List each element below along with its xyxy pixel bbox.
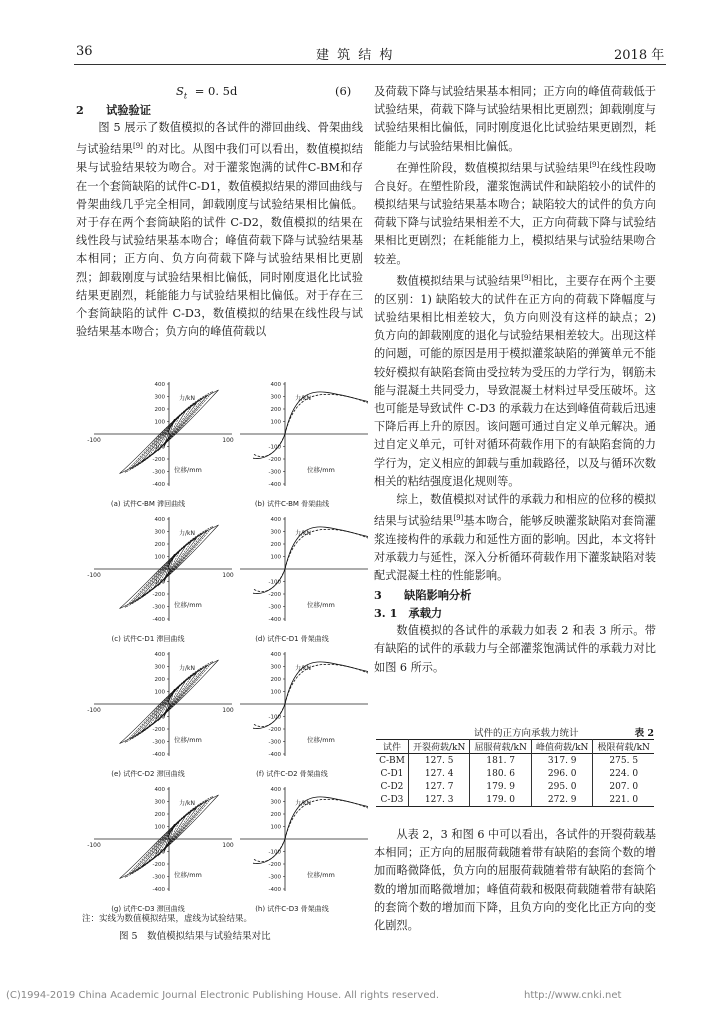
y-tick-label: 400 <box>154 652 165 658</box>
panel-caption: (g) 试件C-D3 滞回曲线 <box>111 905 185 913</box>
y-tick-label: -200 <box>152 457 165 463</box>
x-tick-label: -100 <box>87 842 101 849</box>
table-row <box>376 793 654 807</box>
panel-caption: (b) 试件C-BM 骨架曲线 <box>254 500 330 508</box>
y-axis-label: 力/kN <box>295 530 311 537</box>
y-tick-label: -400 <box>268 617 281 623</box>
equation-number: (6) <box>335 84 352 98</box>
x-tick-label: 100 <box>222 707 234 714</box>
y-tick-label: 300 <box>270 394 281 401</box>
x-axis-label: 位移/mm <box>307 601 335 609</box>
x-tick-label: 100 <box>222 842 234 849</box>
y-tick-label: -200 <box>268 862 281 868</box>
y-tick-label: 200 <box>154 677 165 683</box>
table-cell: 180. 6 <box>470 767 532 780</box>
y-tick-label: 400 <box>154 787 165 793</box>
table-cell: 181. 7 <box>470 754 532 768</box>
panel-caption: (h) 试件C-D3 骨架曲线 <box>255 905 329 913</box>
table-2 <box>376 725 654 807</box>
right-paragraph-3: 数值模拟结果与试验结果[9]相比，主要存在两个主要的区别：1) 缺陷较大的试件在正方向的荷载下降幅度与试验结果相比相差较大，负方向则没有这样的缺点；2) 负方向的卸载刚度的退化与试验结果相差较大。出现这样的问题，可能的原因是用于模拟灌浆缺陷的弹簧单元不能较好模拟有缺陷套筒由受拉转为受压的力学行为，钢筋未能与混凝土共同受力，导致混凝土材料过早受压破坏。这也可能是导致试件 C-D3 的承载力在达到峰值荷载后迅速下降后再上升的原因。该问题可通过自定义单元解决。通过自定义单元，可针对循环荷载作用下的有缺陷套筒的力学行为，定义相应的卸载与重加载路径，以及与循环次数相关的粘结强度退化规则等。 <box>374 273 656 488</box>
table-header: 试件 <box>382 743 401 753</box>
table-cell: 127. 7 <box>408 780 470 793</box>
y-tick-label: 400 <box>154 382 165 388</box>
table-cell: 296. 0 <box>531 767 593 780</box>
page-number: 36 <box>76 44 93 59</box>
right-text-column <box>374 83 656 677</box>
y-tick-label: 100 <box>154 419 165 426</box>
y-tick-label: -400 <box>152 752 165 758</box>
y-tick-label: -200 <box>268 592 281 598</box>
y-tick-label: 300 <box>270 799 281 806</box>
y-tick-label: -300 <box>152 604 165 611</box>
y-tick-label: -200 <box>152 592 165 598</box>
y-tick-label: 200 <box>270 542 281 548</box>
header-rule <box>74 64 666 65</box>
y-tick-label: 400 <box>154 517 165 523</box>
right-text-column-2 <box>374 826 656 935</box>
section-3-title: 3 缺陷影响分析 <box>374 587 472 602</box>
y-tick-label: -200 <box>152 862 165 868</box>
y-tick-label: 300 <box>154 799 165 806</box>
y-tick-label: -400 <box>268 752 281 758</box>
y-tick-label: 200 <box>270 812 281 818</box>
figure-5 <box>78 378 368 918</box>
x-tick-label: -100 <box>87 437 101 444</box>
y-tick-label: -100 <box>152 579 165 586</box>
table-cell: C-D2 <box>380 781 404 792</box>
right-paragraph-5: 数值模拟的各试件的承载力如表 2 和表 3 所示。带有缺陷的试件的承载力与全部灌浆饱满试件的承载力对比如图 6 所示。 <box>374 624 656 674</box>
y-tick-label: -300 <box>268 739 281 746</box>
x-axis-label: 位移/mm <box>307 871 335 879</box>
panel-caption: (a) 试件C-BM 滞回曲线 <box>110 500 186 508</box>
y-tick-label: 100 <box>154 824 165 831</box>
y-tick-label: 300 <box>154 664 165 671</box>
y-tick-label: -300 <box>152 469 165 476</box>
y-tick-label: -300 <box>268 604 281 611</box>
y-tick-label: 100 <box>270 824 281 831</box>
y-axis-label: 力/kN <box>179 665 195 672</box>
y-tick-label: 300 <box>154 394 165 401</box>
table-cell: 179. 0 <box>470 793 532 807</box>
table-cell: 295. 0 <box>531 780 593 793</box>
y-tick-label: -200 <box>268 457 281 463</box>
left-text-column <box>76 101 363 341</box>
y-tick-label: -300 <box>152 874 165 881</box>
y-tick-label: 400 <box>270 787 281 793</box>
table-header-row <box>376 740 654 754</box>
table-cell: C-D3 <box>380 794 404 805</box>
y-tick-label: -300 <box>268 874 281 881</box>
y-tick-label: -100 <box>152 444 165 451</box>
y-tick-label: 100 <box>154 689 165 696</box>
table-cell: 127. 5 <box>408 754 470 768</box>
y-tick-label: -100 <box>268 714 281 721</box>
x-tick-label: -100 <box>87 572 101 579</box>
equation-6: $S_t = 0$. 5d <box>176 84 238 101</box>
figure-caption: 图 5 数值模拟结果与试验结果对比 <box>119 931 271 942</box>
copyright-notice: (C)1994-2019 China Academic Journal Electronic Publishing House. All rights reserved. <box>6 990 439 1001</box>
table-header: 峰值荷载/kN <box>531 740 593 754</box>
source-url: http://www.cnki.net <box>524 990 622 1001</box>
table-cell: 207. 0 <box>593 780 654 793</box>
table-header: 极限荷载/kN <box>593 740 654 754</box>
table-cell: 272. 9 <box>531 793 593 807</box>
panel-caption: (e) 试件C-D2 滞回曲线 <box>111 770 185 778</box>
x-axis-label: 位移/mm <box>174 601 202 609</box>
panel-caption: (d) 试件C-D1 骨架曲线 <box>255 635 329 643</box>
table-cell: 127. 3 <box>408 793 470 807</box>
x-axis-label: 位移/mm <box>307 736 335 744</box>
panel-caption: (c) 试件C-D1 滞回曲线 <box>111 635 185 643</box>
y-tick-label: -200 <box>152 727 165 733</box>
table-cell: C-D1 <box>380 768 404 779</box>
panel-caption: (f) 试件C-D2 骨架曲线 <box>256 770 328 778</box>
right-paragraph-6: 从表 2，3 和图 6 中可以看出，各试件的开裂荷载基本相同；正方向的屈服荷载随着带有缺陷的套筒个数的增加而略微降低，负方向的屈服荷载随着带有缺陷的套筒个数的增加而略微增加；峰值荷载和极限荷载随着带有缺陷的套筒个数的增加而下降，且负方向的变化比正方向的变化剧烈。 <box>374 828 656 933</box>
table-cell: 224. 0 <box>593 767 654 780</box>
y-tick-label: -400 <box>268 482 281 488</box>
y-tick-label: -100 <box>268 579 281 586</box>
y-tick-label: 100 <box>270 554 281 561</box>
y-axis-label: 力/kN <box>295 395 311 402</box>
figure-5-plots <box>78 378 368 918</box>
y-tick-label: 200 <box>270 677 281 683</box>
right-paragraph-2: 在弹性阶段，数值模拟结果与试验结果[9]在线性段吻合良好。在塑性阶段，灌浆饱满试件和缺陷较小的试件的模拟结果与试验结果基本吻合；缺陷较大的试件的负方向荷载下降与试验结果相差不大，正方向荷载下降与试验结果相比更剧烈；在耗能能力上，模拟结果与试验结果吻合较差。 <box>374 160 656 266</box>
y-tick-label: -400 <box>152 482 165 488</box>
x-tick-label: 100 <box>222 437 234 444</box>
y-axis-label: 力/kN <box>179 530 195 537</box>
y-tick-label: 400 <box>270 382 281 388</box>
y-tick-label: -100 <box>152 849 165 856</box>
y-tick-label: 300 <box>154 529 165 536</box>
y-tick-label: -100 <box>268 849 281 856</box>
table-2-grid <box>376 739 654 807</box>
table-cell: 179. 9 <box>470 780 532 793</box>
table-cell: 127. 4 <box>408 767 470 780</box>
y-axis-label: 力/kN <box>295 665 311 672</box>
y-tick-label: 100 <box>270 419 281 426</box>
x-tick-label: -100 <box>87 707 101 714</box>
y-tick-label: -300 <box>152 739 165 746</box>
y-axis-label: 力/kN <box>179 800 195 807</box>
table-cell: C-BM <box>379 755 405 766</box>
table-row <box>376 767 654 780</box>
y-tick-label: 100 <box>270 689 281 696</box>
table-title: 试件的正方向承载力统计 <box>474 728 579 739</box>
y-tick-label: -400 <box>152 887 165 893</box>
y-tick-label: 100 <box>154 554 165 561</box>
y-axis-label: 力/kN <box>295 800 311 807</box>
table-cell: 275. 5 <box>593 754 654 768</box>
table-row <box>376 780 654 793</box>
y-tick-label: 300 <box>270 664 281 671</box>
y-tick-label: -100 <box>268 444 281 451</box>
y-tick-label: -400 <box>268 887 281 893</box>
y-tick-label: -400 <box>152 617 165 623</box>
x-tick-label: 100 <box>222 572 234 579</box>
y-tick-label: 300 <box>270 529 281 536</box>
x-axis-label: 位移/mm <box>307 466 335 474</box>
journal-year: 2018 年 <box>614 48 665 63</box>
table-label: 表 2 <box>634 728 654 739</box>
journal-name: 建 筑 结 构 <box>316 48 395 63</box>
x-axis-label: 位移/mm <box>174 466 202 474</box>
right-paragraph-4: 综上，数值模拟对试件的承载力和相应的位移的模拟结果与试验结果[9]基本吻合，能够反映灌浆缺陷对套筒灌浆连接构件的承载力和延性方面的影响。因此，本文将针对承载力与延性，深入分析循环荷载作用下灌浆缺陷对装配式混凝土柱的性能影响。 <box>374 492 656 583</box>
y-tick-label: 400 <box>270 652 281 658</box>
y-axis-label: 力/kN <box>179 395 195 402</box>
section-3-1-title: 3. 1 承载力 <box>374 605 443 620</box>
table-cell: 221. 0 <box>593 793 654 807</box>
table-cell: 317. 9 <box>531 754 593 768</box>
section-2-title: 2 试验验证 <box>76 103 151 117</box>
table-row <box>376 754 654 768</box>
x-axis-label: 位移/mm <box>174 871 202 879</box>
y-tick-label: 400 <box>270 517 281 523</box>
right-paragraph-1: 及荷载下降与试验结果基本相同；正方向的峰值荷载低于试验结果，荷载下降与试验结果相比更剧烈；卸载刚度与试验结果相比偏低，同时刚度退化比试验结果更剧烈，耗能能力与试验结果相比偏低。 <box>374 85 656 153</box>
y-tick-label: 200 <box>270 407 281 413</box>
figure-note: 注：实线为数值模拟结果，虚线为试验结果。 <box>82 914 253 924</box>
y-tick-label: 200 <box>154 812 165 818</box>
left-paragraph-1: 图 5 展示了数值模拟的各试件的滞回曲线、骨架曲线与试验结果[9] 的对比。从图中我们可以看出，数值模拟结果与试验结果较为吻合。对于灌浆饱满的试件C-BM和存在一个套筒缺陷的试件C-D1，数值模拟结果的滞回曲线与骨架曲线几乎完全相同，卸载刚度与试验结果相比偏低。对于存在两个套筒缺陷的试件 C-D2，数值模拟的结果在线性段与试验结果基本吻合；峰值荷载下降与试验结果基本相同；正方向、负方向荷载下降与试验结果相比更剧烈；卸载刚度与试验结果相比偏低，同时刚度退化比试验结果更剧烈，耗能能力与试验结果相比偏低。对于存在三个套筒缺陷的试件 C-D3，数值模拟的结果在线性段与试验结果基本吻合；负方向的峰值荷载以 <box>76 121 363 339</box>
y-tick-label: 200 <box>154 542 165 548</box>
y-tick-label: -300 <box>268 469 281 476</box>
table-header: 开裂荷载/kN <box>408 740 470 754</box>
y-tick-label: -100 <box>152 714 165 721</box>
y-tick-label: 200 <box>154 407 165 413</box>
table-header: 屈服荷载/kN <box>470 740 532 754</box>
y-tick-label: -200 <box>268 727 281 733</box>
x-axis-label: 位移/mm <box>174 736 202 744</box>
